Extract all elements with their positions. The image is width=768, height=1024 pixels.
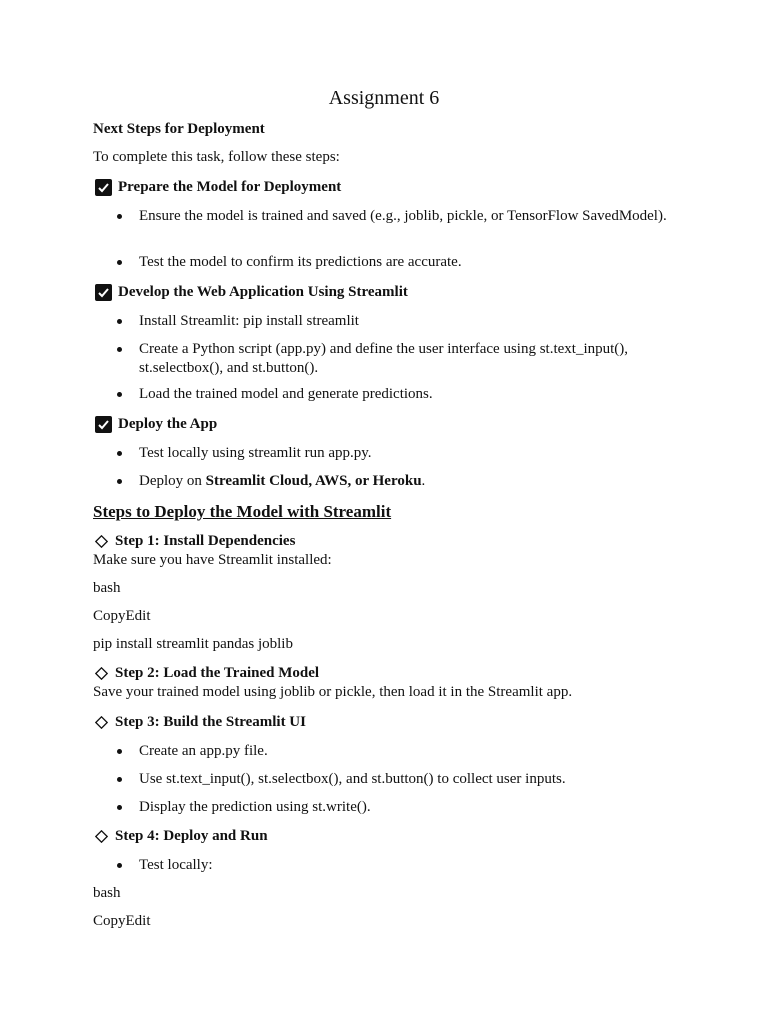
deploy-prefix: Deploy on xyxy=(139,473,206,489)
deploy-platforms: Streamlit Cloud, AWS, or Heroku xyxy=(205,473,422,489)
step-heading-1 xyxy=(95,532,295,551)
deploy-suffix: . xyxy=(421,473,426,489)
step-heading-label: Step 3: Build the Streamlit UI xyxy=(115,714,306,730)
task-heading-prepare xyxy=(95,178,341,197)
check-box-icon xyxy=(95,416,112,433)
diamond-outline-icon xyxy=(95,830,108,843)
list-item: Load the trained model and generate predictions. xyxy=(139,385,679,404)
step-heading-label: Step 1: Install Dependencies xyxy=(115,533,296,549)
list-item: Create an app.py file. xyxy=(139,742,679,761)
section-heading: Steps to Deploy the Model with Streamlit xyxy=(93,502,392,521)
list-item: Install Streamlit: pip install streamlit xyxy=(139,312,679,331)
intro-heading: Next Steps for Deployment xyxy=(93,121,265,137)
list-item-deploy-targets xyxy=(139,472,679,491)
list-item: Test locally: xyxy=(139,856,679,875)
step-heading-label: Step 4: Deploy and Run xyxy=(115,828,268,844)
step-heading-2 xyxy=(95,664,319,683)
task-heading-label: Deploy the App xyxy=(118,416,218,432)
step-text: Save your trained model using joblib or pickle, then load it in the Streamlit app. xyxy=(93,684,573,700)
copy-edit-button[interactable]: CopyEdit xyxy=(93,913,151,929)
diamond-outline-icon xyxy=(95,535,108,548)
list-item: Test locally using streamlit run app.py. xyxy=(139,444,679,463)
task-heading-label: Develop the Web Application Using Streamlit xyxy=(118,284,408,300)
check-box-icon xyxy=(95,284,112,301)
list-item: Display the prediction using st.write(). xyxy=(139,798,679,817)
step-heading-4 xyxy=(95,827,268,846)
copy-edit-button[interactable]: CopyEdit xyxy=(93,608,151,624)
step-heading-3 xyxy=(95,713,306,732)
diamond-outline-icon xyxy=(95,667,108,680)
list-item: Ensure the model is trained and saved (e.g., joblib, pickle, or TensorFlow SavedModel). xyxy=(139,207,679,226)
check-box-icon xyxy=(95,179,112,196)
intro-text: To complete this task, follow these steps: xyxy=(93,149,340,165)
task-heading-label: Prepare the Model for Deployment xyxy=(118,179,342,195)
task-heading-deploy xyxy=(95,415,217,434)
list-item: Use st.text_input(), st.selectbox(), and st.button() to collect user inputs. xyxy=(139,770,679,789)
list-item: Test the model to confirm its predictions are accurate. xyxy=(139,253,679,272)
diamond-outline-icon xyxy=(95,716,108,729)
document-title: Assignment 6 xyxy=(328,87,440,109)
step-text: Make sure you have Streamlit installed: xyxy=(93,552,332,568)
code-line: pip install streamlit pandas joblib xyxy=(93,636,293,652)
list-item: Create a Python script (app.py) and define the user interface using st.text_input(), st.selectbox(), and st.button(). xyxy=(139,340,679,378)
task-heading-develop xyxy=(95,283,408,302)
step-heading-label: Step 2: Load the Trained Model xyxy=(115,665,320,681)
code-language-label: bash xyxy=(93,885,121,901)
code-language-label: bash xyxy=(93,580,121,596)
